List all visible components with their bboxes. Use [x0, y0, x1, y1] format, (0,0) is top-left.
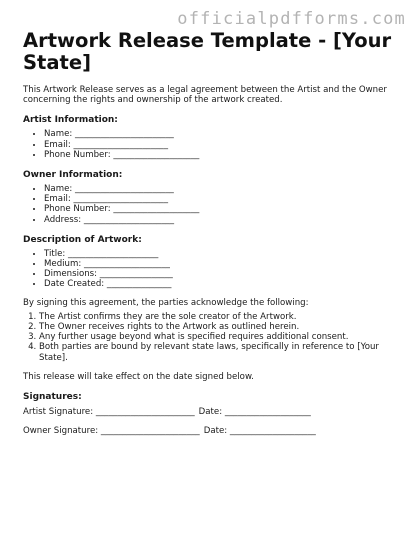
artwork-description-heading: Description of Artwork: — [23, 234, 142, 245]
artist-signature-row — [23, 407, 403, 417]
document-page — [23, 30, 403, 436]
effective-paragraph: This release will take effect on the date signed below. — [23, 371, 254, 382]
term-item: 4. Both parties are bound by relevant state laws, specifically in reference to [Your State]. — [39, 342, 403, 362]
artwork-dimensions-field: • Dimensions: _________________ — [44, 269, 403, 279]
artist-date-line: Date: ____________________ — [198, 407, 311, 418]
artwork-description-list — [23, 249, 403, 290]
owner-info-list — [23, 184, 403, 225]
owner-email-field: • Email: ______________________ — [44, 194, 403, 204]
owner-name-field: • Name: _______________________ — [44, 184, 403, 194]
artwork-title-field: • Title: _____________________ — [44, 249, 403, 259]
watermark: officialpdfforms.com — [177, 9, 406, 29]
terms-list — [23, 312, 403, 363]
owner-info-heading: Owner Information: — [23, 170, 123, 181]
intro-paragraph: This Artwork Release serves as a legal agreement between the Artist and the Owner concerning the rights and ownership of the artwork created. — [23, 85, 387, 106]
owner-phone-field: • Phone Number: ____________________ — [44, 204, 403, 214]
artist-info-heading: Artist Information: — [23, 115, 118, 126]
artist-name-field: • Name: _______________________ — [44, 129, 403, 139]
artist-email-field: • Email: ______________________ — [44, 140, 403, 150]
signatures-heading: Signatures: — [23, 392, 82, 403]
owner-signature-row — [23, 426, 403, 436]
term-item: 3. Any further usage beyond what is specified requires additional consent. — [39, 332, 403, 342]
owner-date-line: Date: ____________________ — [203, 426, 316, 437]
artwork-medium-field: • Medium: ____________________ — [44, 259, 403, 269]
term-item: 2. The Owner receives rights to the Artwork as outlined herein. — [39, 322, 403, 332]
artwork-date-field: • Date Created: _______________ — [44, 279, 403, 289]
artist-phone-field: • Phone Number: ____________________ — [44, 150, 403, 160]
artist-signature-line: Artist Signature: _______________________ — [23, 407, 195, 418]
term-item: 1. The Artist confirms they are the sole creator of the Artwork. — [39, 312, 403, 322]
owner-address-field: • Address: _____________________ — [44, 215, 403, 225]
artist-info-list — [23, 129, 403, 160]
document-title: Artwork Release Template - [Your State] — [23, 29, 392, 74]
owner-signature-line: Owner Signature: _______________________ — [23, 426, 200, 437]
acknowledge-paragraph: By signing this agreement, the parties acknowledge the following: — [23, 297, 309, 308]
